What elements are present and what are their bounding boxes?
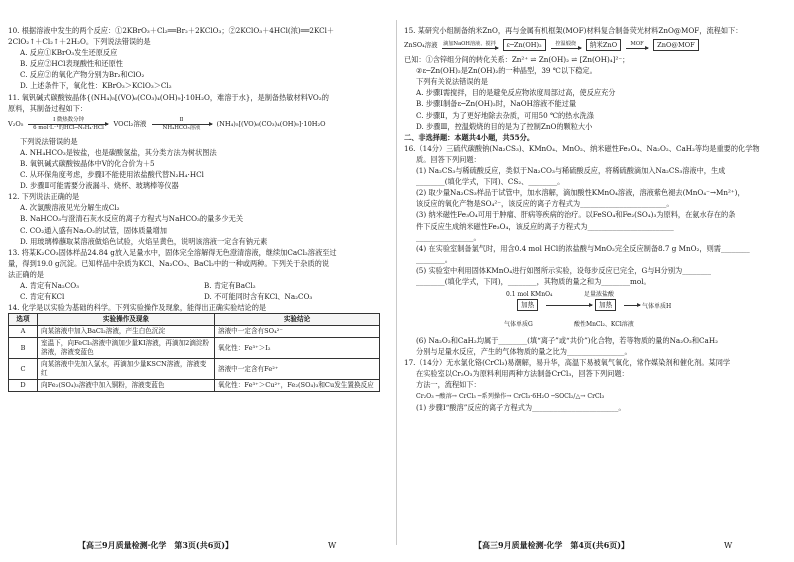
- q11-line: 原料，其制备过程如下：: [8, 103, 88, 113]
- q16-line: (2) 取少量Na₂CS₃样品于试管中，加水溶解，滴加酸性KMnO₄溶液，溶液紫色褪去(MnO₄⁻→Mn²⁺)，: [416, 188, 745, 198]
- table-header: 实验操作及现象: [38, 314, 215, 326]
- fig-box-heat-1: 加热: [517, 299, 538, 311]
- q16-line: (5) 实验室中利用固体KMnO₄进行如图所示实验，设每步反应已完全，G与H分别为________: [416, 265, 711, 275]
- q13-option-b: B. 肯定有BaCl₂: [204, 280, 256, 290]
- q12-option-b: B. NaHCO₃与澄清石灰水反应的离子方程式与NaHCO₃的量多少无关: [20, 214, 244, 224]
- footer-mark: W: [724, 541, 733, 550]
- table-cell-operation: 向某溶液中加入BaCl₂溶液，产生白色沉淀: [38, 326, 215, 338]
- q11-prompt: 下列说法错误的是: [20, 136, 78, 146]
- q11-option-d: D. 步骤Ⅱ可能需要分液漏斗、烧杯、玻璃棒等仪器: [20, 181, 179, 191]
- q14-line: 14. 化学是以实验为基础的科学。下列实验操作及现象，能得出正确实验结论的是: [8, 303, 267, 313]
- q10-option-d: D. 上述条件下，氧化性：KBrO₃＞KClO₃＞Cl₂: [20, 81, 172, 91]
- q15-option-d: D. 步骤Ⅲ，控温煅烧的目的是为了控制ZnO的颗粒大小: [416, 121, 593, 131]
- q11-option-c: C. 从环保角度考虑，步骤Ⅰ不能使用浓盐酸代替N₂H₄·HCl: [20, 170, 204, 180]
- q11-line: 11. 氧钒碱式碳酸铵晶体{(NH₄)₅[(VO)₆(CO₃)₄(OH)₉]·10H₂O，难溶于水}，是制备热敏材料VO₂的: [8, 92, 329, 102]
- q13-line: 量，得到19.0 g沉淀。已知样品中杂质为KCl、Na₂CO₃、BaCl₂中的一种或两种。下列关于杂质的说: [8, 258, 330, 268]
- table-cell-conclusion: 溶液中一定含有Fe²⁺: [215, 359, 380, 380]
- q16-line: ________________。: [416, 232, 481, 242]
- flow-arrow-icon: [152, 124, 212, 125]
- q11-flow-step1-top: Ⅰ 微热数分钟: [53, 117, 84, 124]
- q13-option-d: D. 不可能同时含有KCl、Na₂CO₃: [204, 292, 313, 302]
- table-row: [9, 359, 380, 380]
- q11-option-b: B. 氧钒碱式碳酸铵晶体中V的化合价为＋5: [20, 158, 155, 168]
- table-header: 实验结论: [215, 314, 380, 326]
- footer-title: 【高三9月质量检测·化学 第3页(共6页)】: [78, 540, 234, 550]
- q15-flow-box1: ε─Zn(OH)₂: [503, 39, 546, 51]
- q16-line: ________(填化学式，下同)，________，其物质的量之和为________mol。: [416, 276, 651, 286]
- left-page: [8, 0, 388, 562]
- q15-prompt: 下列有关说法错误的是: [416, 77, 488, 87]
- fig-label-solution: 酸性MnCl₂、KCl溶液: [574, 321, 634, 329]
- q15-flow-box3: ZnO@MOF: [653, 39, 699, 51]
- page-divider: [396, 20, 397, 545]
- q17-sub-1: (1) 步骤Ⅰ“酸溶”反应的离子方程式为________________________。: [416, 402, 626, 412]
- flow-arrow-icon: [551, 48, 581, 49]
- table-cell-conclusion: 溶液中一定含有SO₄²⁻: [215, 326, 380, 338]
- q13-option-c: C. 肯定有KCl: [20, 292, 65, 302]
- q15-option-b: B. 步骤Ⅰ制备ε─Zn(OH)₂时，NaOH溶液不能过量: [416, 99, 577, 109]
- q15-flow-box2: 纳米ZnO: [586, 39, 621, 51]
- q13-line: 法正确的是: [8, 269, 44, 279]
- fig-label-gas-h: 气体单质H: [642, 303, 672, 311]
- q15-option-c: C. 步骤Ⅱ，为了更好地除去杂质，可用50 ℃的热水洗涤: [416, 110, 594, 120]
- q13-line: 13. 将某K₂CO₃固体样品24.84 g放入足量水中，固体完全溶解得无色澄清溶液，继续加CaCl₂溶液至过: [8, 247, 337, 257]
- right-page: [404, 0, 784, 562]
- q11-flow-end: (NH₄)₅[(VO)₆(CO₃)₄(OH)₉]·10H₂O: [216, 120, 326, 129]
- q16-line: ________(填化学式，下同)、CS₂、________。: [416, 177, 565, 187]
- q17-line: 方法一，流程如下：: [416, 380, 481, 390]
- q11-flow-mid: VOCl₂溶液: [113, 120, 147, 129]
- question-14: [8, 302, 388, 392]
- flow-arrow-icon: [624, 305, 640, 306]
- question-13: [8, 247, 388, 302]
- table-header-row: [9, 314, 380, 326]
- q16-line: 分别与足量水反应，产生的气体物质的量之比为________________。: [416, 347, 632, 357]
- fig-label-hcl: 足量浓盐酸: [584, 291, 615, 299]
- question-10: [8, 25, 388, 92]
- question-16: [404, 143, 784, 357]
- q10-option-b: B. 反应②HCl表现酸性和还原性: [20, 59, 123, 69]
- q16-line: 质。回答下列问题：: [416, 154, 481, 164]
- q17-flow: Cr₂O₃ ─酸溶→ CrCl₃ ─系列操作→ CrCl₃·6H₂O ─SOCl₂/△→ CrCl₃: [416, 392, 605, 400]
- q11-flow-step1: [26, 117, 110, 132]
- table-cell-option: D: [9, 380, 38, 392]
- flow-arrow-icon: [626, 48, 648, 49]
- table-row: [9, 380, 380, 392]
- q16-line: 该反应的氧化产物是SO₄²⁻，该反应的离子方程式为________________________。: [416, 199, 674, 209]
- q16-line: ________。: [416, 254, 452, 264]
- q16-line: (1) Na₂CS₃与稀硫酸反应，类似于Na₂CO₃与稀硫酸反应，将稀硫酸滴加入Na₂CS₃溶液中，生成: [416, 166, 726, 176]
- flow-arrow-icon: [442, 48, 498, 49]
- q16-line: (4) 在实验室制备氯气时，用含0.4 mol HCl的浓盐酸与MnO₂完全反应制备8.7 g MnO₂，则需________: [416, 243, 750, 253]
- table-cell-operation: 室温下，向FeCl₃溶液中滴加少量KI溶液，再滴加2滴淀粉溶液，溶液变蓝色: [38, 338, 215, 359]
- q12-option-c: C. CO₂通入盛有Na₂O₂的试管，固体质量增加: [20, 225, 167, 235]
- q16-line: 16.（14分）三硫代碳酸钠(Na₂CS₃)、KMnO₄、MnO₂、纳米磁性Fe₃O₄、Na₂O₂、CaH₂等均是重要的化学物: [404, 143, 760, 153]
- table-row: [9, 338, 380, 359]
- q12-line: 12. 下列说法正确的是: [8, 192, 80, 202]
- table-cell-conclusion: 氧化性：Fe³⁺＞I₂: [215, 338, 380, 359]
- fig-label-kmno4: 0.1 mol KMnO₄: [506, 291, 553, 299]
- table-row: [9, 326, 380, 338]
- footer-mark: W: [328, 541, 337, 550]
- table-cell-option: B: [9, 338, 38, 359]
- q15-known-1: 已知：①含锌组分间的转化关系：Zn²⁺ ⇌ Zn(OH)₂ ⇌ [Zn(OH)₄]²⁻；: [404, 55, 630, 65]
- question-12: [8, 191, 388, 246]
- q15-line: 15. 某研究小组制备纳米ZnO，再与金属有机框架(MOF)材料复合制备荧光材料ZnO@MOF，流程如下：: [404, 26, 743, 35]
- table-cell-conclusion: 氧化性：Fe³⁺＞Cu²⁺，Fe₂(SO₄)₃和Cu发生置换反应: [215, 380, 380, 392]
- q15-known-2: ②ε─Zn(OH)₂是Zn(OH)₂的一种晶型，39 ℃以下稳定。: [416, 66, 597, 76]
- flow-arrow-icon: [28, 124, 108, 125]
- q15-option-a: A. 步骤Ⅰ需搅拌，目的是避免反应物浓度局部过高，使反应充分: [416, 88, 616, 98]
- q16-line: 件下反应生成纳米磁性Fe₃O₄，该反应的离子方程式为________________________: [416, 221, 674, 231]
- q15-flow: [404, 36, 784, 54]
- q15-flow-step3-label: MOF: [630, 41, 644, 48]
- q13-options-row: [8, 280, 388, 291]
- q13-options-row: [8, 291, 388, 302]
- fig-box-heat-2: 加热: [595, 299, 616, 311]
- table-header: 选项: [9, 314, 38, 326]
- q16-line: (3) 纳米磁性Fe₃O₄可用于肿瘤、肝病等疾病的治疗。以FeSO₄和Fe₂(SO₄)₃为原料，在氨水存在的条: [416, 210, 736, 220]
- q10-line: 10. 根据溶液中发生的两个反应：①2KBrO₃＋Cl₂══Br₂＋2KClO₃；②2KClO₃＋4HCl(浓)══2KCl＋: [8, 26, 335, 35]
- q12-option-d: D. 用玻璃棒蘸取某溶液做焰色试验，火焰呈黄色，说明该溶液一定含有钠元素: [20, 236, 268, 246]
- flow-arrow-icon: [546, 305, 592, 306]
- q15-flow-step2: [549, 41, 583, 49]
- q11-flow-start: V₂O₅: [8, 120, 24, 129]
- q13-option-a: A. 肯定有Na₂CO₃: [20, 280, 80, 290]
- q15-flow-step1: [440, 41, 500, 49]
- q15-flow-step3: [624, 41, 650, 49]
- q11-flow-step2-top: Ⅱ: [179, 117, 184, 124]
- q11-flow-step1-bottom: 6 mol·L⁻¹的HCl─N₂H₄·HCl: [33, 125, 104, 132]
- q11-flow-step2-bottom: NH₄HCO₃溶液: [162, 125, 201, 132]
- q16-figure: [504, 289, 784, 333]
- question-11: [8, 92, 388, 192]
- table-cell-option: C: [9, 359, 38, 380]
- question-15: [404, 25, 784, 132]
- q10-option-a: A. 反应①KBrO₃发生还原反应: [20, 48, 118, 58]
- footer-title: 【高三9月质量检测·化学 第4页(共6页)】: [474, 540, 630, 550]
- table-cell-operation: 向某溶液中先加入氯水，再滴加少量KSCN溶液，溶液变红: [38, 359, 215, 380]
- question-17: [404, 357, 784, 412]
- q16-line: (6) Na₂O₂和CaH₂均属于________(填“离子”或“共价”)化合物，若等物质的量的Na₂O₂和CaH₂: [416, 336, 718, 346]
- q10-line: 2ClO₂↑＋Cl₂↑＋2H₂O。下列说法错误的是: [8, 37, 151, 47]
- q17-line: 在实验室以Cr₂O₃为原料利用两种方法制备CrCl₃，回答下列问题：: [416, 369, 629, 379]
- section-heading: 二、非选择题：本题共4小题，共55分。: [404, 132, 535, 142]
- q11-option-a: A. NH₄HCO₃是铵盐，也是碳酸氢盐，其分类方法为树状图法: [20, 147, 217, 157]
- table-cell-option: A: [9, 326, 38, 338]
- q11-flow-step2: [150, 117, 214, 132]
- q14-table: [8, 313, 380, 392]
- q11-flow: [8, 114, 388, 136]
- q15-flow-start: ZnSO₄溶液: [404, 40, 438, 49]
- q17-line: 17.（14分）无水氯化铬(CrCl₃)易潮解，易升华，高温下易被氧气氧化，常作媒染剂和催化剂。某同学: [404, 358, 731, 368]
- q15-flow-step2-label: 控温煅烧: [555, 41, 577, 48]
- table-cell-operation: 向Fe₂(SO₄)₃溶液中加入铜粉，溶液变蓝色: [38, 380, 215, 392]
- q10-option-c: C. 反应②的氧化产物分别为Br₂和ClO₂: [20, 70, 145, 80]
- q15-flow-step1-label: 滴加NaOH溶液、搅拌: [443, 41, 496, 48]
- q12-option-a: A. 次氯酸溶液见光分解生成Cl₂: [20, 203, 120, 213]
- fig-label-gas-g: 气体单质G: [504, 321, 533, 329]
- right-column: [404, 25, 784, 413]
- left-column: [8, 25, 388, 392]
